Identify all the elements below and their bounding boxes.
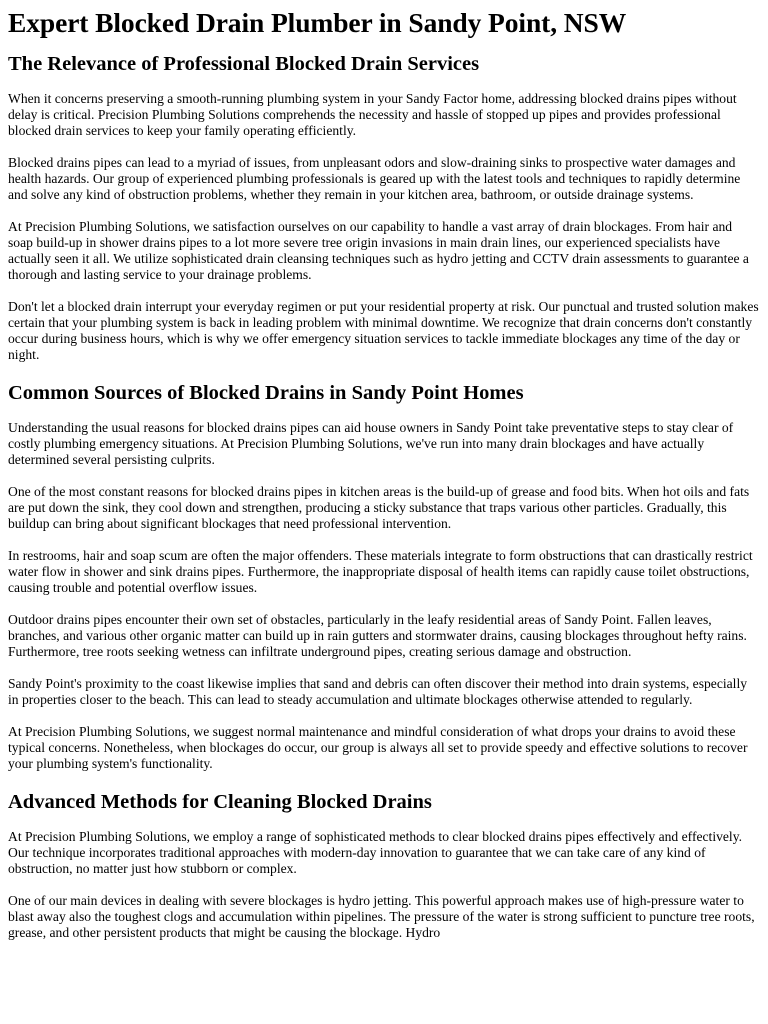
paragraph: At Precision Plumbing Solutions, we suggest normal maintenance and mindful consideration of what drops your drains to avoid these typical concerns. Nonetheless, when blockages do occur, our group is always all set to provide speedy and effective solutions to recover your plumbing system's functionality.: [8, 724, 748, 771]
page-title: Expert Blocked Drain Plumber in Sandy Point, NSW: [8, 7, 627, 38]
paragraph: When it concerns preserving a smooth-running plumbing system in your Sandy Factor home, addressing blocked drains pipes without delay is critical. Precision Plumbing Solutions comprehends the necessity and hassle of stopped up pipes and provides professional blocked drain services to keep your family operating efficiently.: [8, 91, 737, 138]
paragraph: Understanding the usual reasons for blocked drains pipes can aid house owners in Sandy Point take preventative steps to stay clear of costly plumbing emergency situations. At Precision Plumbing Solutions, we've run into many drain blockages and have actually determined several persisting culprits.: [8, 420, 734, 467]
paragraph: One of our main devices in dealing with severe blockages is hydro jetting. This powerful approach makes use of high-pressure water to blast away also the toughest clogs and accumulation within pipelines. The pressure of the water is strong sufficient to puncture tree roots, grease, and other persistent products that might be causing the blockage. Hydro: [8, 893, 755, 940]
paragraph: In restrooms, hair and soap scum are often the major offenders. These materials integrate to form obstructions that can drastically restrict water flow in shower and sink drains pipes. Furthermore, the inappropriate disposal of health items can rapidly cause toilet obstructions, causing trouble and potential overflow issues.: [8, 548, 753, 595]
section-advanced-methods: [8, 790, 760, 941]
document-page: [0, 7, 768, 941]
section-professional-services: [8, 52, 760, 363]
section-heading: The Relevance of Professional Blocked Drain Services: [8, 53, 480, 75]
paragraph: Outdoor drains pipes encounter their own set of obstacles, particularly in the leafy residential areas of Sandy Point. Fallen leaves, branches, and various other organic matter can build up in rain gutters and stormwater drains, causing blockages throughout hefty rains. Furthermore, tree roots seeking wetness can infiltrate underground pipes, creating serious damage and obstruction.: [8, 612, 747, 659]
paragraph: Don't let a blocked drain interrupt your everyday regimen or put your residential property at risk. Our punctual and trusted solution makes certain that your plumbing system is back in leading problem with minimal downtime. We recognize that drain concerns don't constantly occur during business hours, which is why we offer emergency situation services to tackle immediate blockages any time of the day or night.: [8, 299, 759, 362]
paragraph: Sandy Point's proximity to the coast likewise implies that sand and debris can often discover their method into drain systems, especially in properties closer to the beach. This can lead to steady accumulation and ultimate blockages otherwise attended to regularly.: [8, 676, 748, 707]
section-common-sources: [8, 381, 760, 772]
section-heading: Advanced Methods for Cleaning Blocked Drains: [8, 791, 432, 813]
paragraph: At Precision Plumbing Solutions, we employ a range of sophisticated methods to clear blocked drains pipes effectively and effectively. Our technique incorporates traditional approaches with modern-day innovation to guarantee that we can take care of any kind of obstruction, no matter just how stubborn or complex.: [8, 829, 743, 876]
paragraph: At Precision Plumbing Solutions, we satisfaction ourselves on our capability to handle a vast array of drain blockages. From hair and soap build-up in shower drains pipes to a lot more severe tree origin invasions in main drain lines, our experienced specialists have actually seen it all. We utilize sophisticated drain cleansing techniques such as hydro jetting and CCTV drain assessments to guarantee a thorough and lasting service to your drainage problems.: [8, 219, 749, 282]
section-heading: Common Sources of Blocked Drains in Sandy Point Homes: [8, 382, 524, 404]
paragraph: Blocked drains pipes can lead to a myriad of issues, from unpleasant odors and slow-draining sinks to prospective water damages and health hazards. Our group of experienced plumbing professionals is geared up with the latest tools and techniques to rapidly determine and solve any kind of obstruction problems, whether they remain in your kitchen area, bathroom, or outside drainage systems.: [8, 155, 741, 202]
paragraph: One of the most constant reasons for blocked drains pipes in kitchen areas is the build-up of grease and food bits. When hot oils and fats are put down the sink, they cool down and strengthen, producing a sticky substance that traps various other particles. Gradually, this buildup can bring about significant blockages that need professional intervention.: [8, 484, 750, 531]
